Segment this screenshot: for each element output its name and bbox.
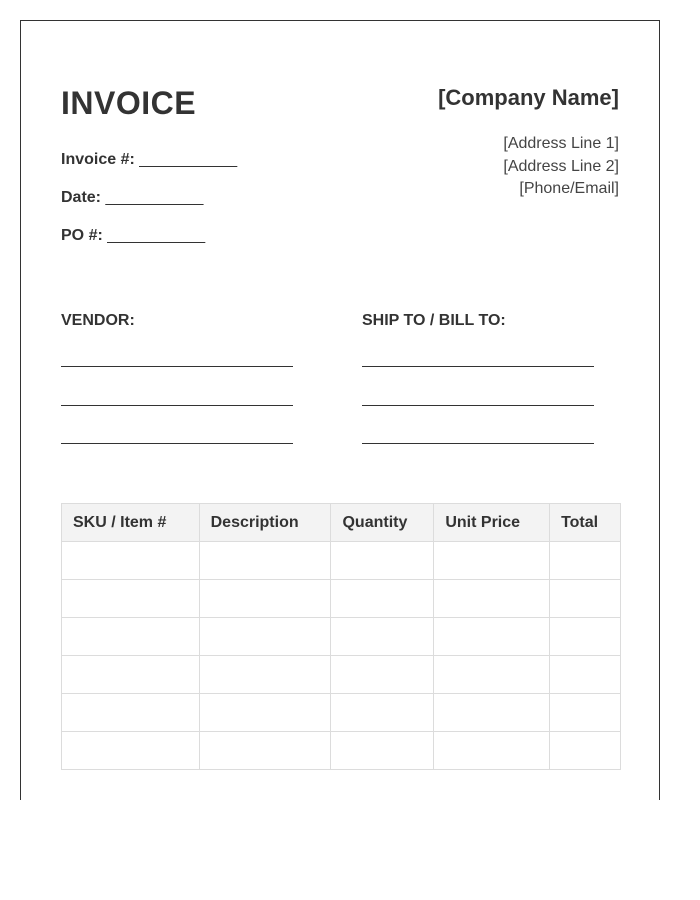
table-cell — [434, 580, 550, 618]
date-field — [61, 189, 203, 207]
column-header-total: Total — [550, 504, 621, 542]
table-cell — [62, 580, 200, 618]
ship-to-line-2 — [362, 405, 594, 406]
table-cell — [434, 732, 550, 770]
table-row — [62, 618, 621, 656]
table-cell — [331, 694, 434, 732]
po-number-blank: ___________ — [107, 227, 206, 244]
table-cell — [199, 542, 331, 580]
table-row — [62, 732, 621, 770]
table-cell — [199, 694, 331, 732]
table-cell — [62, 656, 200, 694]
table-cell — [62, 618, 200, 656]
table-cell — [550, 618, 621, 656]
address-line-1: [Address Line 1] — [503, 135, 619, 152]
table-row — [62, 542, 621, 580]
table-cell — [62, 542, 200, 580]
table-cell — [62, 694, 200, 732]
po-number-label: PO #: — [61, 227, 103, 244]
table-cell — [199, 656, 331, 694]
vendor-heading: VENDOR: — [61, 312, 135, 329]
table-cell — [199, 580, 331, 618]
column-header-sku: SKU / Item # — [62, 504, 200, 542]
table-cell — [550, 694, 621, 732]
table-cell — [331, 656, 434, 694]
table-cell — [434, 656, 550, 694]
vendor-line-3 — [61, 443, 293, 444]
table-cell — [550, 542, 621, 580]
company-name: [Company Name] — [438, 85, 619, 110]
vendor-line-2 — [61, 405, 293, 406]
invoice-page — [20, 20, 660, 800]
company-address — [503, 133, 619, 201]
invoice-number-blank: ___________ — [139, 151, 238, 168]
table-cell — [550, 580, 621, 618]
table-cell — [331, 580, 434, 618]
line-items-table — [61, 503, 621, 770]
phone-email-line: [Phone/Email] — [519, 180, 619, 197]
column-header-unit-price: Unit Price — [434, 504, 550, 542]
vendor-line-1 — [61, 366, 293, 367]
table-cell — [550, 732, 621, 770]
table-cell — [199, 618, 331, 656]
date-label: Date: — [61, 189, 102, 206]
date-blank: ___________ — [105, 189, 204, 206]
table-cell — [331, 732, 434, 770]
table-cell — [62, 732, 200, 770]
table-header-row — [62, 504, 621, 542]
invoice-number-label: Invoice #: — [61, 151, 135, 168]
table-cell — [331, 618, 434, 656]
address-line-2: [Address Line 2] — [503, 157, 619, 175]
ship-to-bill-to-heading: SHIP TO / BILL TO: — [362, 312, 506, 329]
ship-to-line-3 — [362, 443, 594, 444]
invoice-number-field — [61, 151, 237, 169]
table-cell — [434, 618, 550, 656]
table-cell — [331, 542, 434, 580]
po-number-field — [61, 227, 205, 245]
table-cell — [434, 542, 550, 580]
table-cell — [434, 694, 550, 732]
table-row — [62, 656, 621, 694]
column-header-quantity: Quantity — [331, 504, 434, 542]
column-header-description: Description — [199, 504, 331, 542]
table-cell — [550, 656, 621, 694]
table-cell — [199, 732, 331, 770]
table-row — [62, 694, 621, 732]
ship-to-line-1 — [362, 366, 594, 367]
invoice-title: INVOICE — [61, 85, 197, 121]
table-row — [62, 580, 621, 618]
